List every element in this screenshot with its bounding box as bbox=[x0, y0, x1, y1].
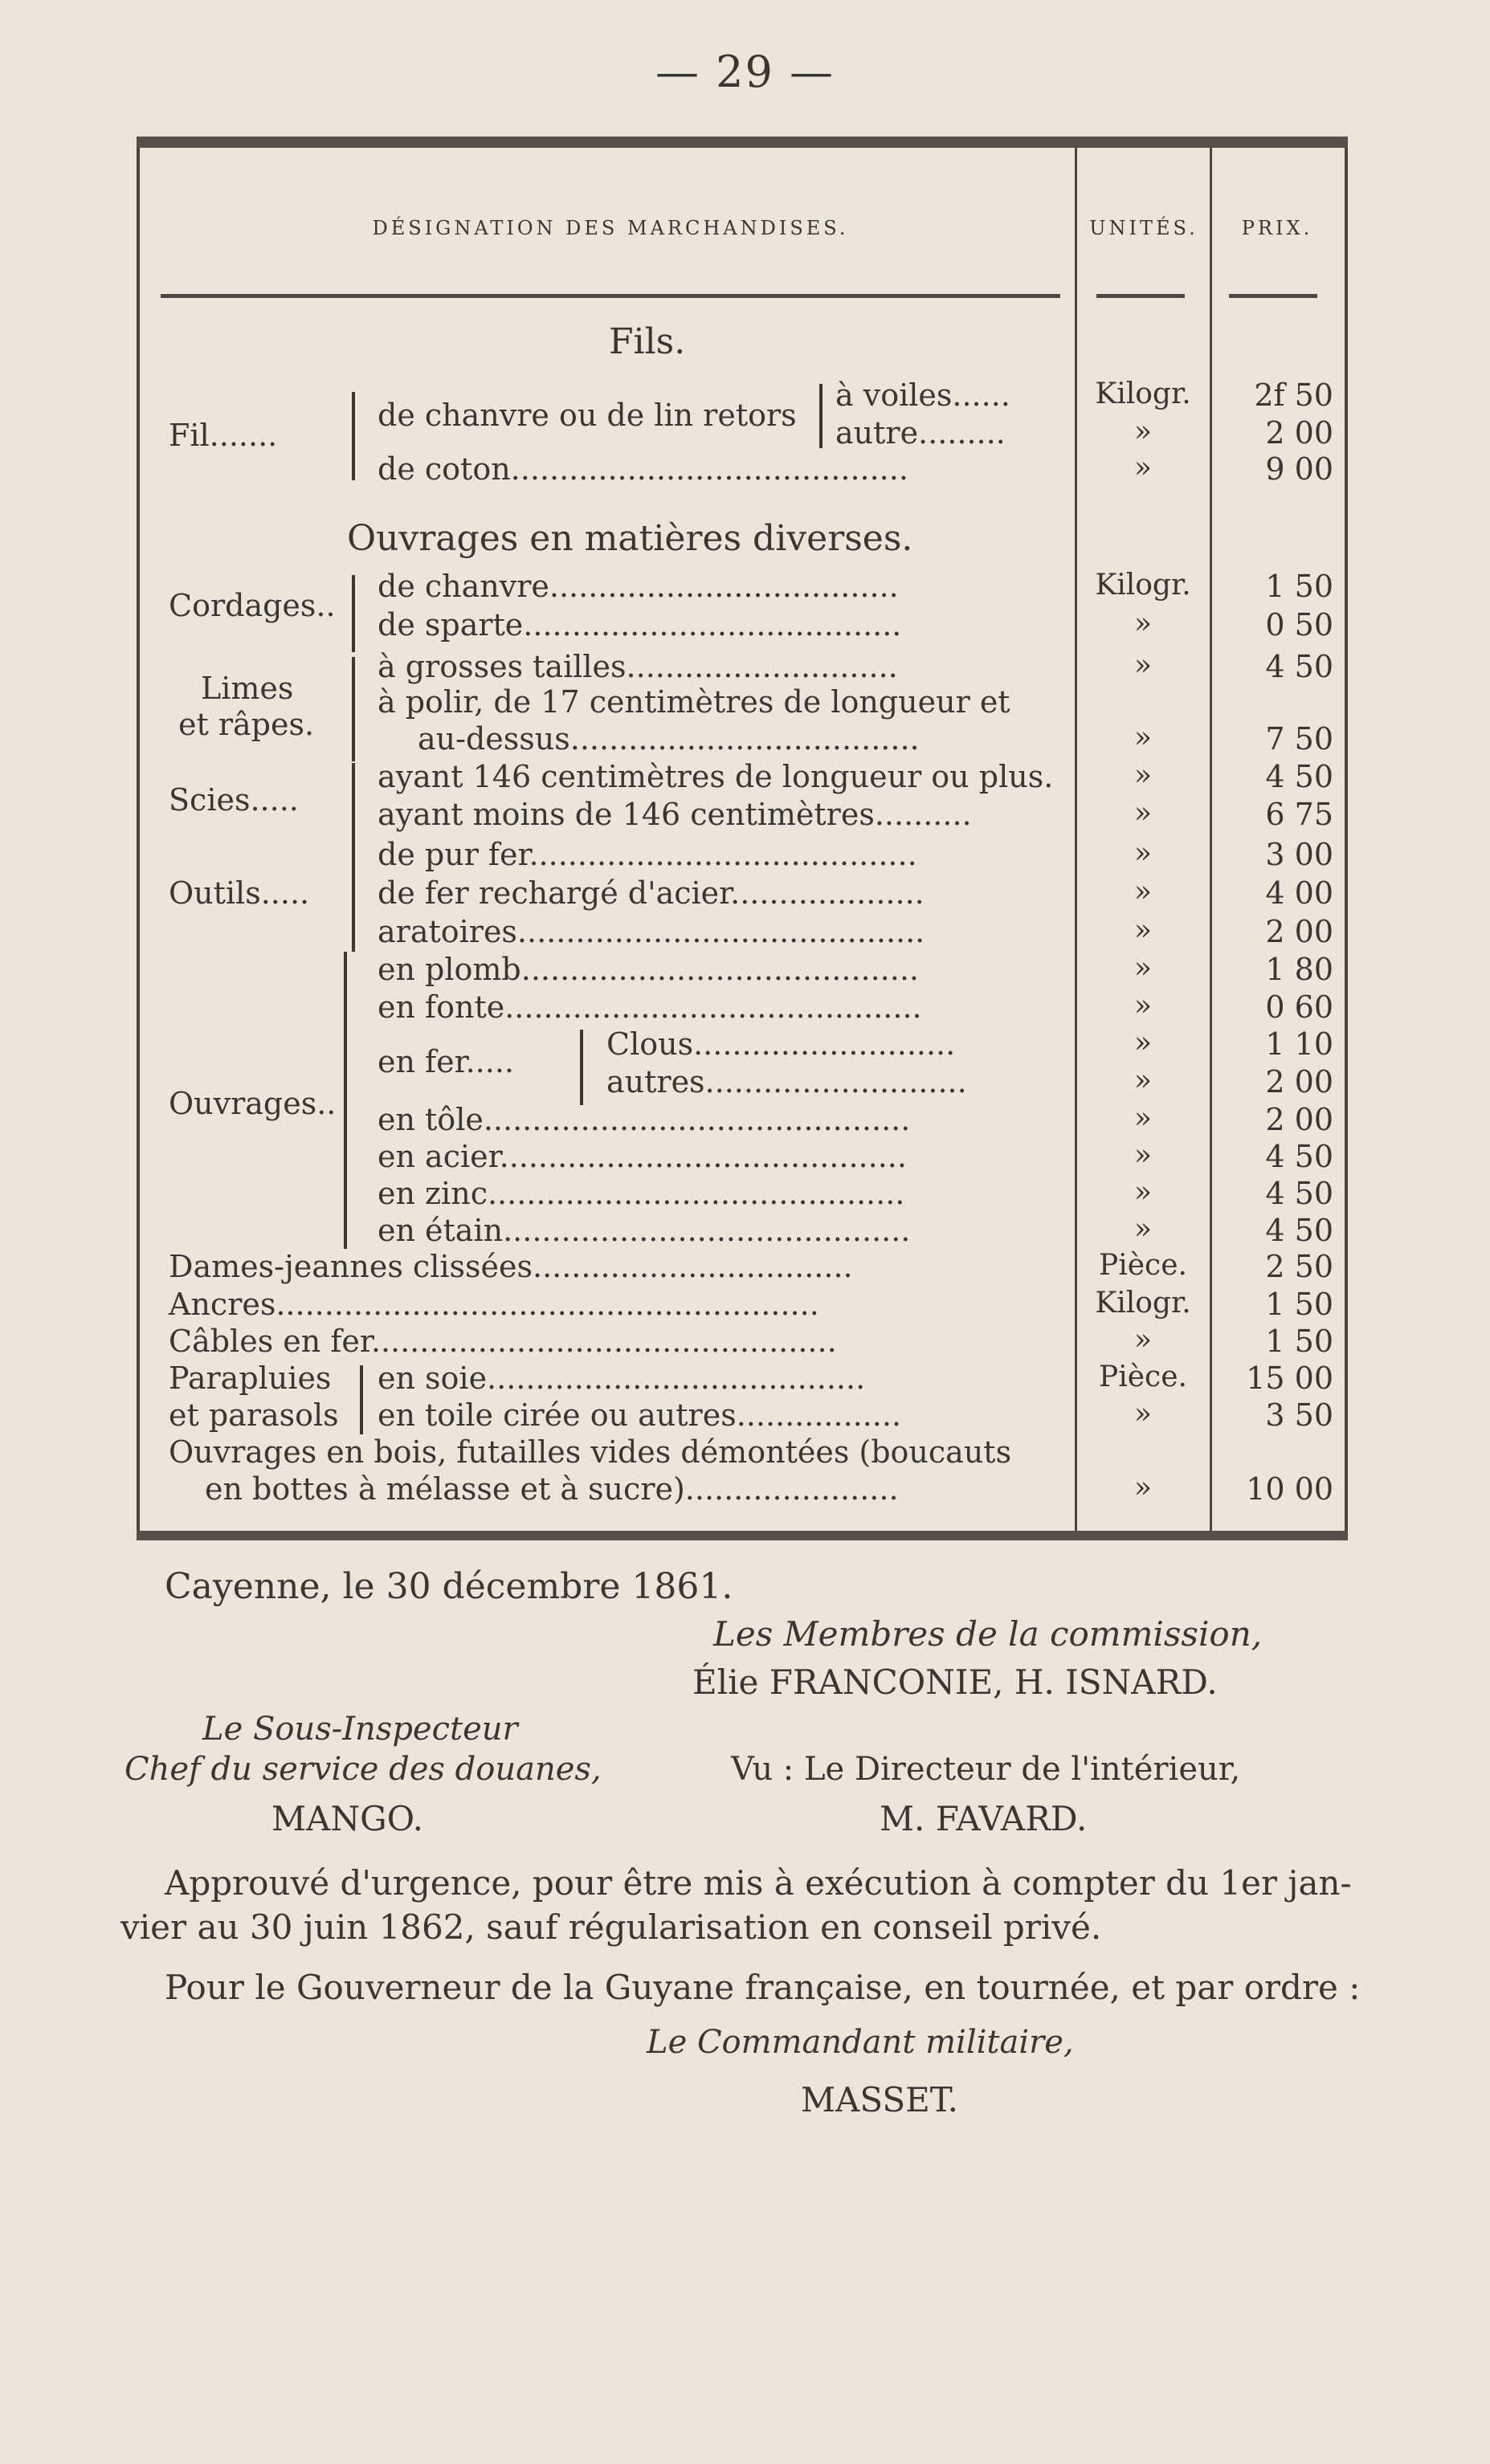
group-cordages: Cordages.. bbox=[169, 588, 336, 623]
row-scie-courte: ayant moins de 146 centimètres.......... bbox=[378, 797, 972, 832]
row-aratoires: aratoires.......................................... bbox=[378, 914, 925, 949]
unit-12: » bbox=[1133, 914, 1153, 947]
price-22: 1 50 bbox=[1265, 1287, 1333, 1322]
price-14: 0 60 bbox=[1265, 989, 1333, 1025]
signature-masset: MASSET. bbox=[801, 2080, 958, 2119]
unit-3: Kilogr. bbox=[1095, 569, 1191, 602]
price-16: 2 00 bbox=[1265, 1064, 1333, 1099]
price-11: 4 00 bbox=[1265, 875, 1333, 911]
price-10: 3 00 bbox=[1265, 837, 1333, 872]
unit-21: Pièce. bbox=[1099, 1249, 1187, 1282]
header-rule bbox=[161, 294, 1060, 298]
unit-14: » bbox=[1133, 989, 1153, 1022]
unit-13: » bbox=[1133, 952, 1153, 985]
row-polir: à polir, de 17 centimètres de longueur et bbox=[378, 684, 1010, 720]
unit-20: » bbox=[1133, 1213, 1153, 1246]
row-a-voiles: à voiles...... bbox=[835, 377, 1010, 413]
unit-16: » bbox=[1133, 1064, 1153, 1097]
unit-23: » bbox=[1133, 1324, 1153, 1356]
chef-service: Chef du service des douanes, bbox=[125, 1751, 602, 1788]
header-unites: UNITÉS. bbox=[1089, 217, 1198, 239]
price-20: 4 50 bbox=[1265, 1213, 1333, 1248]
row-toile: en toile cirée ou autres................. bbox=[378, 1397, 902, 1433]
price-4: 0 50 bbox=[1265, 607, 1333, 643]
group-limes-1: Limes bbox=[201, 671, 294, 706]
group-parapluies-2: et parasols bbox=[169, 1397, 339, 1433]
row-pur-fer: de pur fer........................................ bbox=[378, 837, 917, 872]
brace-limes bbox=[352, 657, 355, 761]
group-en-fer: en fer..... bbox=[378, 1044, 514, 1079]
gouverneur-line: Pour le Gouverneur de la Guyane française, en tournée, et par ordre : bbox=[165, 1968, 1361, 2007]
row-autre: autre......... bbox=[835, 415, 1006, 451]
row-fonte: en fonte........................................... bbox=[378, 989, 922, 1025]
header-designation: DÉSIGNATION DES MARCHANDISES. bbox=[372, 217, 849, 239]
unit-15: » bbox=[1133, 1026, 1153, 1059]
unit-0: Kilogr. bbox=[1095, 377, 1191, 410]
price-18: 4 50 bbox=[1265, 1139, 1333, 1174]
group-fil: Fil....... bbox=[169, 418, 278, 453]
table-top-border bbox=[137, 137, 1348, 148]
price-2: 9 00 bbox=[1265, 451, 1333, 487]
header-rule-units bbox=[1096, 294, 1185, 298]
group-outils: Outils..... bbox=[169, 875, 310, 911]
price-8: 4 50 bbox=[1265, 759, 1333, 794]
unit-1: » bbox=[1133, 415, 1153, 448]
row-chanvre-retors: de chanvre ou de lin retors bbox=[378, 398, 797, 433]
unit-4: » bbox=[1133, 607, 1153, 640]
row-cables: Câbles en fer................................................ bbox=[169, 1324, 837, 1359]
row-ouvrages-bois: Ouvrages en bois, futailles vides démontées (boucauts bbox=[169, 1434, 1012, 1470]
unit-19: » bbox=[1133, 1176, 1153, 1209]
brace-en-fer bbox=[580, 1030, 583, 1105]
row-acier: en acier.......................................... bbox=[378, 1139, 907, 1174]
price-9: 6 75 bbox=[1265, 797, 1333, 832]
brace-parapluies bbox=[360, 1365, 363, 1434]
signature-mango: MANGO. bbox=[271, 1799, 423, 1838]
commandant-militaire: Le Commandant militaire, bbox=[647, 2024, 1074, 2061]
section-ouvrages: Ouvrages en matières diverses. bbox=[347, 518, 913, 559]
price-3: 1 50 bbox=[1265, 569, 1333, 604]
unit-18: » bbox=[1133, 1139, 1153, 1172]
unit-10: » bbox=[1133, 837, 1153, 870]
row-ancres: Ancres........................................................ bbox=[169, 1287, 819, 1322]
brace-outils bbox=[352, 839, 355, 952]
vu-directeur: Vu : Le Directeur de l'intérieur, bbox=[731, 1751, 1241, 1788]
row-boucauts: en bottes à mélasse et à sucre)...................... bbox=[205, 1471, 899, 1507]
row-au-dessus: au-dessus.................................... bbox=[418, 721, 920, 757]
row-zinc: en zinc........................................... bbox=[378, 1176, 905, 1211]
brace-fil bbox=[352, 392, 355, 480]
row-dames-jeannes: Dames-jeannes clissées................................. bbox=[169, 1249, 853, 1284]
unit-9: » bbox=[1133, 797, 1153, 830]
signature-favard: M. FAVARD. bbox=[880, 1799, 1088, 1838]
price-25: 3 50 bbox=[1265, 1397, 1333, 1433]
row-cordages-chanvre: de chanvre.................................... bbox=[378, 569, 899, 604]
price-27: 10 00 bbox=[1246, 1471, 1333, 1507]
price-13: 1 80 bbox=[1265, 952, 1333, 987]
table-bottom-border bbox=[137, 1531, 1348, 1540]
group-scies: Scies..... bbox=[169, 782, 299, 818]
header-prix: PRIX. bbox=[1241, 217, 1313, 239]
unit-27: » bbox=[1133, 1471, 1153, 1504]
price-7: 7 50 bbox=[1265, 721, 1333, 757]
row-grosses-tailles: à grosses tailles............................ bbox=[378, 649, 898, 684]
row-scie-longue: ayant 146 centimètres de longueur ou plus. bbox=[378, 759, 1054, 794]
price-23: 1 50 bbox=[1265, 1324, 1333, 1359]
group-limes-2: et râpes. bbox=[178, 707, 315, 742]
price-17: 2 00 bbox=[1265, 1102, 1333, 1137]
section-fils: Fils. bbox=[609, 321, 686, 362]
group-ouvrages: Ouvrages.. bbox=[169, 1086, 337, 1121]
approuve-line-1: Approuvé d'urgence, pour être mis à exécution à compter du 1er jan- bbox=[165, 1863, 1352, 1903]
row-soie: en soie....................................... bbox=[378, 1361, 866, 1396]
approuve-line-2: vier au 30 juin 1862, sauf régularisation en conseil privé. bbox=[120, 1907, 1102, 1947]
row-etain: en étain.......................................... bbox=[378, 1213, 911, 1248]
price-19: 4 50 bbox=[1265, 1176, 1333, 1211]
unit-25: » bbox=[1133, 1397, 1153, 1430]
price-0: 2f 50 bbox=[1254, 377, 1333, 413]
row-fer-acier: de fer rechargé d'acier.................... bbox=[378, 875, 925, 911]
row-clous: Clous........................... bbox=[606, 1026, 956, 1062]
unit-2: » bbox=[1133, 451, 1153, 484]
brace-retors bbox=[819, 384, 823, 448]
unit-24: Pièce. bbox=[1099, 1361, 1187, 1393]
commission-label: Les Membres de la commission, bbox=[713, 1614, 1263, 1654]
price-1: 2 00 bbox=[1265, 415, 1333, 451]
commission-members: Élie FRANCONIE, H. ISNARD. bbox=[692, 1662, 1218, 1702]
group-parapluies-1: Parapluies bbox=[169, 1361, 332, 1396]
price-15: 1 10 bbox=[1265, 1026, 1333, 1062]
unit-7: » bbox=[1133, 721, 1153, 754]
brace-cordages bbox=[352, 575, 355, 652]
place-date: Cayenne, le 30 décembre 1861. bbox=[165, 1566, 733, 1607]
price-5: 4 50 bbox=[1265, 649, 1333, 684]
row-coton: de coton......................................... bbox=[378, 451, 908, 487]
brace-ouvrages bbox=[344, 952, 347, 1249]
price-12: 2 00 bbox=[1265, 914, 1333, 949]
row-cordages-sparte: de sparte....................................... bbox=[378, 607, 902, 643]
unit-17: » bbox=[1133, 1102, 1153, 1135]
unit-8: » bbox=[1133, 759, 1153, 792]
unit-11: » bbox=[1133, 875, 1153, 908]
page-number: — 29 — bbox=[655, 47, 835, 97]
sous-inspecteur: Le Sous-Inspecteur bbox=[202, 1711, 518, 1748]
brace-scies bbox=[352, 763, 355, 840]
unit-5: » bbox=[1133, 649, 1153, 682]
header-rule-prix bbox=[1229, 294, 1317, 298]
row-autres: autres........................... bbox=[606, 1064, 967, 1099]
row-plomb: en plomb......................................... bbox=[378, 952, 919, 987]
price-24: 15 00 bbox=[1246, 1361, 1333, 1396]
row-tole: en tôle............................................ bbox=[378, 1102, 911, 1137]
price-21: 2 50 bbox=[1265, 1249, 1333, 1284]
unit-22: Kilogr. bbox=[1095, 1287, 1191, 1320]
